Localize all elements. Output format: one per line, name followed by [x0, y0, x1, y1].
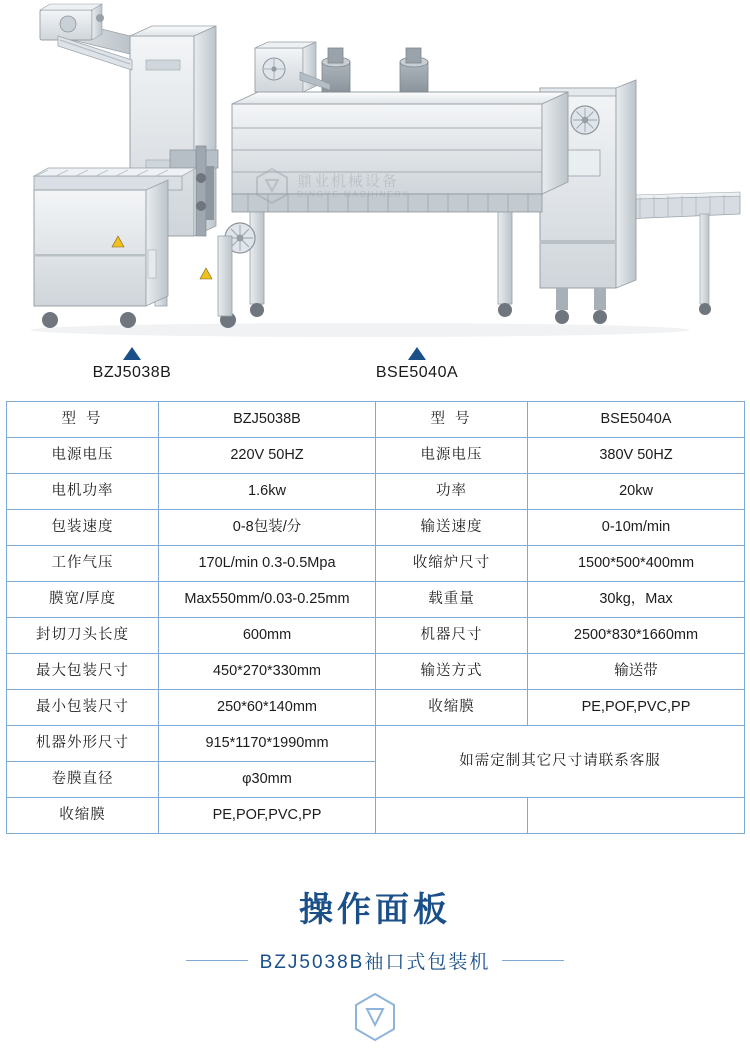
spec-value: 0-10m/min	[528, 510, 745, 546]
hexagon-logo-icon	[353, 992, 397, 1042]
spec-value: 600mm	[159, 618, 376, 654]
spec-value: 30kg，Max	[528, 582, 745, 618]
spec-label: 最大包装尺寸	[7, 654, 159, 690]
spec-label: 机器尺寸	[376, 618, 528, 654]
spec-label: 封切刀头长度	[7, 618, 159, 654]
table-row	[7, 474, 745, 510]
page-title: 操作面板	[299, 891, 451, 929]
spec-label: 输送速度	[376, 510, 528, 546]
spec-label: 机器外形尺寸	[7, 726, 159, 762]
spec-label: 收缩膜	[376, 690, 528, 726]
spec-label: 电源电压	[7, 438, 159, 474]
table-row	[7, 438, 745, 474]
spec-value: 1.6kw	[159, 474, 376, 510]
specification-table	[6, 401, 745, 834]
spec-value: 0-8包装/分	[159, 510, 376, 546]
spec-label: 膜宽/厚度	[7, 582, 159, 618]
spec-value: 20kw	[528, 474, 745, 510]
product-photo	[0, 0, 750, 345]
watermark-company-en: DINGYE MACHINERY	[297, 190, 410, 200]
brand-watermark	[255, 166, 485, 206]
callout-right-label: BSE5040A	[375, 364, 459, 381]
right-header-label: 型 号	[376, 402, 528, 438]
table-row	[7, 618, 745, 654]
hexagon-logo-icon	[255, 167, 289, 205]
page-subtitle: BZJ5038B袖口式包装机	[259, 952, 491, 973]
callout-right	[337, 347, 497, 382]
spec-value: 220V 50HZ	[159, 438, 376, 474]
table-row	[7, 546, 745, 582]
spec-value: φ30mm	[159, 762, 376, 798]
pointer-triangle-icon	[408, 347, 426, 360]
left-header-label: 型 号	[7, 402, 159, 438]
spec-value: 450*270*330mm	[159, 654, 376, 690]
spec-label: 电机功率	[7, 474, 159, 510]
model-callouts	[0, 345, 750, 401]
spec-value: 380V 50HZ	[528, 438, 745, 474]
table-row	[7, 690, 745, 726]
callout-left	[52, 347, 212, 382]
callout-left-label: BZJ5038B	[92, 364, 172, 381]
table-row	[7, 726, 745, 762]
empty-cell	[376, 798, 528, 834]
tunnel-fan-right	[400, 48, 428, 92]
specification-section	[0, 401, 750, 834]
spec-value: Max550mm/0.03-0.25mm	[159, 582, 376, 618]
spec-label: 包装速度	[7, 510, 159, 546]
spec-label: 收缩炉尺寸	[376, 546, 528, 582]
table-row	[7, 654, 745, 690]
spec-value: 250*60*140mm	[159, 690, 376, 726]
custom-size-note: 如需定制其它尺寸请联系客服	[376, 726, 745, 798]
spec-value: PE,POF,PVC,PP	[159, 798, 376, 834]
spec-label: 收缩膜	[7, 798, 159, 834]
spec-value: 输送带	[528, 654, 745, 690]
empty-cell	[528, 798, 745, 834]
table-row	[7, 510, 745, 546]
spec-label: 输送方式	[376, 654, 528, 690]
spec-label: 功率	[376, 474, 528, 510]
spec-value: PE,POF,PVC,PP	[528, 690, 745, 726]
table-row	[7, 402, 745, 438]
spec-value: 2500*830*1660mm	[528, 618, 745, 654]
watermark-company-cn: 鼎业机械设备	[297, 172, 400, 190]
section-title-block	[0, 834, 750, 1042]
spec-label: 最小包装尺寸	[7, 690, 159, 726]
spec-label: 电源电压	[376, 438, 528, 474]
spec-label: 工作气压	[7, 546, 159, 582]
right-header-value: BSE5040A	[528, 402, 745, 438]
spec-value: 170L/min 0.3-0.5Mpa	[159, 546, 376, 582]
spec-label: 载重量	[376, 582, 528, 618]
subtitle-row	[0, 947, 750, 974]
table-row	[7, 582, 745, 618]
spec-value: 915*1170*1990mm	[159, 726, 376, 762]
pointer-triangle-icon	[123, 347, 141, 360]
table-row	[7, 798, 745, 834]
spec-label: 卷膜直径	[7, 762, 159, 798]
left-header-value: BZJ5038B	[159, 402, 376, 438]
divider-right	[502, 960, 564, 961]
spec-value: 1500*500*400mm	[528, 546, 745, 582]
divider-left	[186, 960, 248, 961]
